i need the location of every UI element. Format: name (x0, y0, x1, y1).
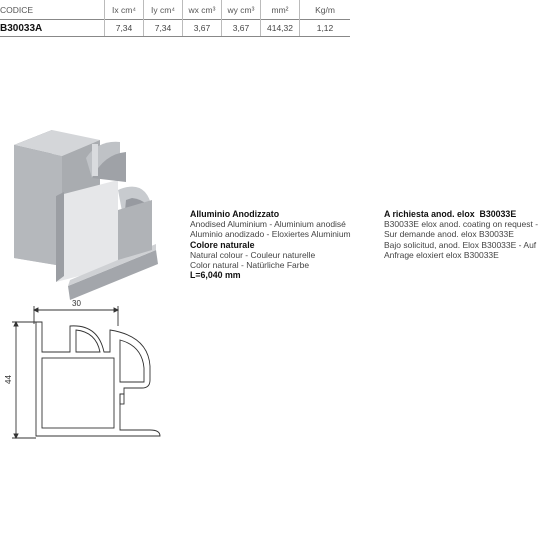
material-line-1: Anodised Aluminium - Aluminium anodisé (190, 219, 346, 230)
header-iy: Iy cm⁴ (144, 0, 183, 20)
header-area: mm² (261, 0, 300, 20)
on-request-line-4: Anfrage eloxiert elox B30033E (384, 249, 499, 260)
cell-wy: 3,67 (222, 20, 261, 37)
color-line-2: Color natural - Natürliche Farbe (190, 260, 310, 271)
cell-code: B30033A (0, 20, 105, 37)
color-line-1: Natural colour - Couleur naturelle (190, 249, 316, 260)
on-request-code: B30033E (479, 209, 517, 219)
header-weight: Kg/m (315, 4, 335, 15)
length-label: L=6,040 mm (190, 270, 241, 281)
spec-data-row (0, 20, 350, 37)
on-request-line-2: Sur demande anod. elox B30033E (384, 229, 514, 240)
spec-table (0, 0, 350, 37)
header-wx: wx cm³ (183, 0, 222, 20)
on-request-line-3: Bajo solicitud, anod. Elox B30033E - Auf (384, 239, 537, 250)
cell-wx: 3,67 (183, 20, 222, 37)
cell-ix: 7,34 (105, 20, 144, 37)
on-request-block (384, 209, 546, 260)
color-title: Colore naturale (190, 239, 255, 250)
material-block (190, 209, 375, 280)
on-request-title (384, 209, 546, 219)
spec-header-row (0, 0, 350, 20)
height-dimension-label: 44 (4, 375, 13, 384)
cell-iy: 7,34 (144, 20, 183, 37)
on-request-prefix: A richiesta anod. elox (384, 209, 475, 219)
header-codice: CODICE (0, 0, 105, 20)
material-line-2: Aluminio anodizado - Eloxiertes Aluminium (190, 229, 351, 240)
cell-weight: 1,12 (300, 20, 351, 37)
width-dimension-label: 30 (72, 299, 81, 308)
technical-drawing (0, 296, 190, 456)
cell-area: 414,32 (261, 20, 300, 37)
material-title: Alluminio Anodizzato (190, 209, 280, 219)
header-ix: Ix cm⁴ (105, 0, 144, 20)
header-wy: wy cm³ (222, 0, 261, 20)
on-request-line-1: B30033E elox anod. coating on request - (384, 219, 539, 230)
